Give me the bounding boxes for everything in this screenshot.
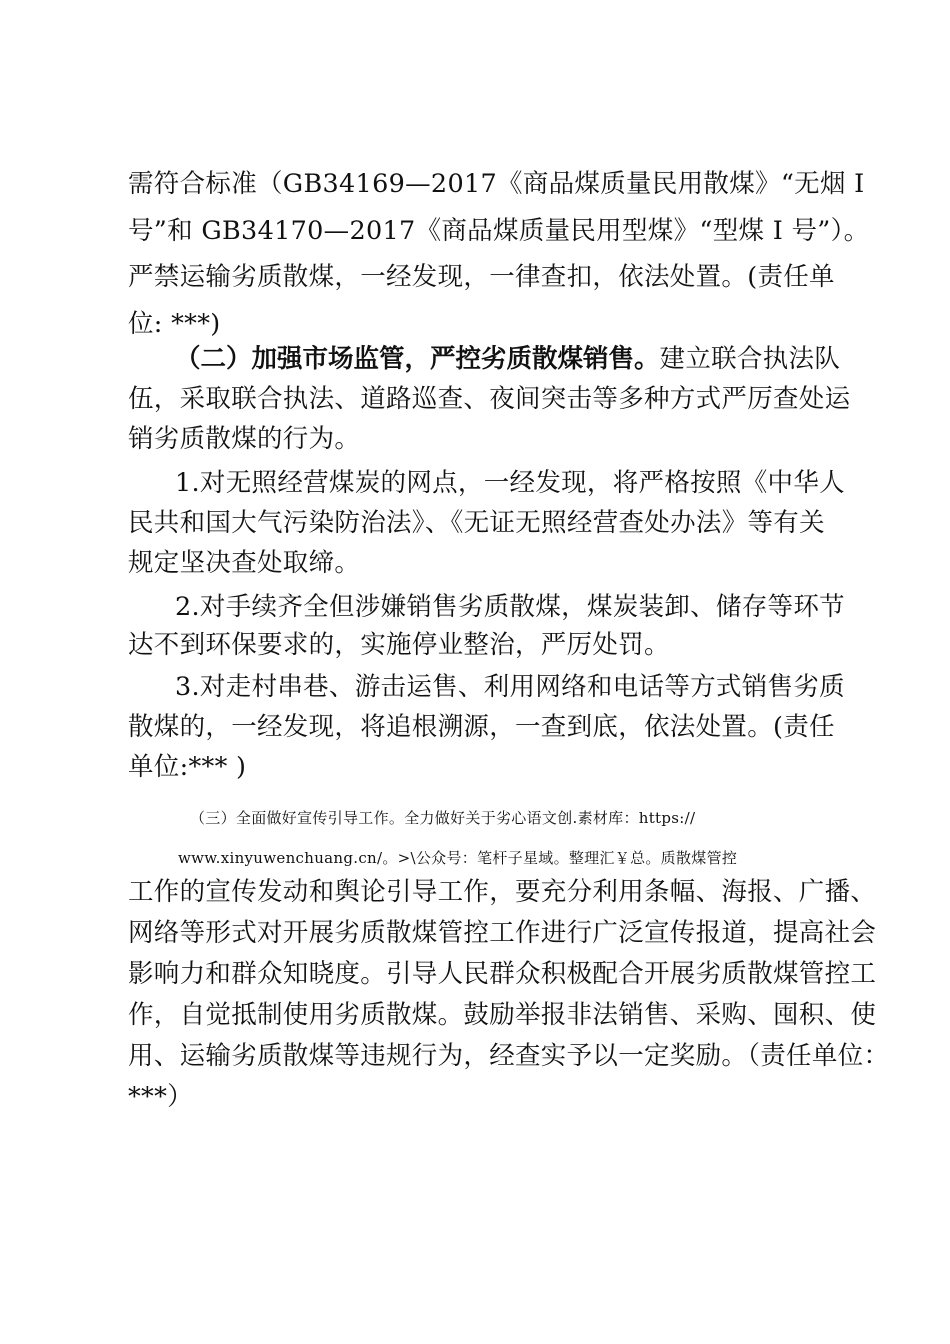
paragraph-line: 位: ***)	[128, 309, 221, 339]
list-item-3-line: 单位:*** )	[128, 752, 247, 782]
paragraph-line: 号”和 GB34170—2017《商品煤质量民用型煤》“型煤 I 号”）。	[128, 216, 870, 246]
list-item-3-line: 3.对走村串巷、游击运售、利用网络和电话等方式销售劣质	[175, 672, 845, 702]
paragraph-line: 伍，采取联合执法、道路巡查、夜间突击等多种方式严厉查处运	[128, 384, 851, 414]
list-item-1-line: 民共和国大气污染防治法》、《无证无照经营查处办法》等有关	[128, 508, 825, 538]
paragraph-line: 影响力和群众知晓度。引导人民群众积极配合开展劣质散煤管控工	[128, 959, 877, 989]
list-item-3-line: 散煤的，一经发现，将追根溯源，一查到底，依法处置。(责任	[128, 712, 835, 742]
section-2-first-line	[175, 341, 840, 377]
list-item-2-line: 达不到环保要求的，实施停业整治，严厉处罚。	[128, 630, 670, 660]
list-item-1-line: 规定坚决查处取缔。	[128, 548, 361, 578]
paragraph-line: 严禁运输劣质散煤，一经发现，一律查扣，依法处置。(责任单	[128, 262, 835, 292]
paragraph-line: 网络等形式对开展劣质散煤管控工作进行广泛宣传报道，提高社会	[128, 918, 877, 948]
list-item-1-line: 1.对无照经营煤炭的网点，一经发现，将严格按照《中华人	[175, 468, 845, 498]
section-3-small-line: www.xinyuwenchuang.cn/。>\公众号：笔杆子星域。整理汇￥总。质散煤管控	[178, 849, 738, 867]
paragraph-line: 销劣质散煤的行为。	[128, 424, 361, 454]
paragraph-line: 需符合标准（GB34169—2017《商品煤质量民用散煤》“无烟 I	[128, 169, 865, 199]
paragraph-line: 工作的宣传发动和舆论引导工作，要充分利用条幅、海报、广播、	[128, 877, 877, 907]
paragraph-line: 用、运输劣质散煤等违规行为，经查实予以一定奖励。（责任单位：	[128, 1041, 890, 1071]
paragraph-line: ***）	[128, 1082, 193, 1112]
list-item-2-line: 2.对手续齐全但涉嫌销售劣质散煤，煤炭装卸、储存等环节	[175, 592, 845, 622]
section-3-small-line: （三）全面做好宣传引导工作。全力做好关于劣心语文创.素材库：https://	[190, 809, 696, 827]
paragraph-line: 作，自觉抵制使用劣质散煤。鼓励举报非法销售、采购、囤积、使	[128, 1000, 877, 1030]
section-2-heading: （二）加强市场监管，严控劣质散煤销售。	[175, 344, 660, 374]
section-2-first-line-text: 建立联合执法队	[659, 344, 841, 374]
